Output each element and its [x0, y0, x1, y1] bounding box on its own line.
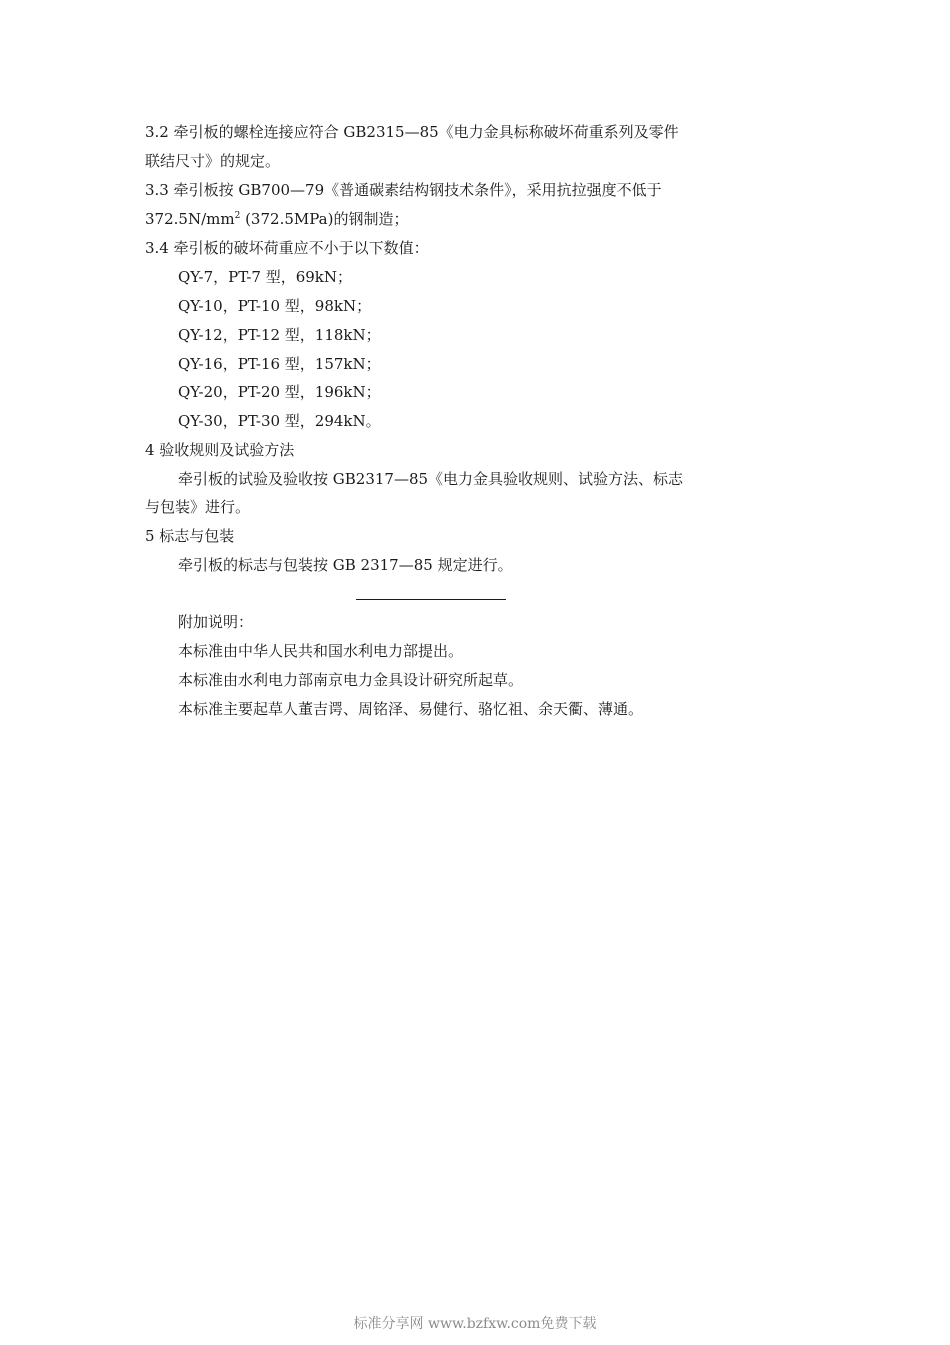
clause-3-3-line-2: [145, 209, 408, 229]
load-item: QY-16，PT-16 型，157kN；: [178, 355, 381, 373]
clause-3-3-line-1: 3.3 牵引板按 GB700—79《普通碳素结构钢技术条件》，采用抗拉强度不低于: [145, 181, 662, 199]
load-item: QY-30，PT-30 型，294kN。: [178, 412, 381, 430]
section-5-heading: 5 标志与包装: [145, 527, 235, 545]
load-item: QY-12，PT-12 型，118kN；: [178, 326, 381, 344]
load-item: QY-20，PT-20 型，196kN；: [178, 383, 381, 401]
clause-3-3-unit: 372.5N/mm: [145, 210, 235, 228]
note-item: 本标准主要起草人董吉谔、周铭泽、易健行、骆忆祖、余天衢、薄通。: [178, 700, 644, 718]
section-4-line-1: 牵引板的试验及验收按 GB2317—85《电力金具验收规则、试验方法、标志: [178, 470, 684, 488]
clause-3-2-line-1: 3.2 牵引板的螺栓连接应符合 GB2315—85《电力金具标称破坏荷重系列及零件: [145, 123, 679, 141]
section-5-line-1: 牵引板的标志与包装按 GB 2317—85 规定进行。: [178, 556, 513, 574]
clause-3-3-material: (372.5MPa)的钢制造；: [240, 210, 409, 228]
load-item: QY-7，PT-7 型，69kN；: [178, 268, 353, 286]
end-separator-line: [356, 599, 506, 600]
clause-3-2-line-2: 联结尺寸》的规定。: [145, 152, 281, 170]
note-item: 本标准由中华人民共和国水利电力部提出。: [178, 642, 464, 660]
clause-3-4-heading: 3.4 牵引板的破坏荷重应不小于以下数值：: [145, 239, 429, 257]
clause-3-3-unit-exponent: 2: [234, 211, 241, 221]
notes-heading: 附加说明：: [178, 613, 254, 631]
load-item: QY-10，PT-10 型，98kN；: [178, 297, 372, 315]
note-item: 本标准由水利电力部南京电力金具设计研究所起草。: [178, 671, 524, 689]
section-4-heading: 4 验收规则及试验方法: [145, 441, 295, 459]
footer-watermark: 标准分享网 www.bzfxw.com免费下载: [353, 1316, 597, 1332]
section-4-line-2: 与包装》进行。: [145, 498, 251, 516]
